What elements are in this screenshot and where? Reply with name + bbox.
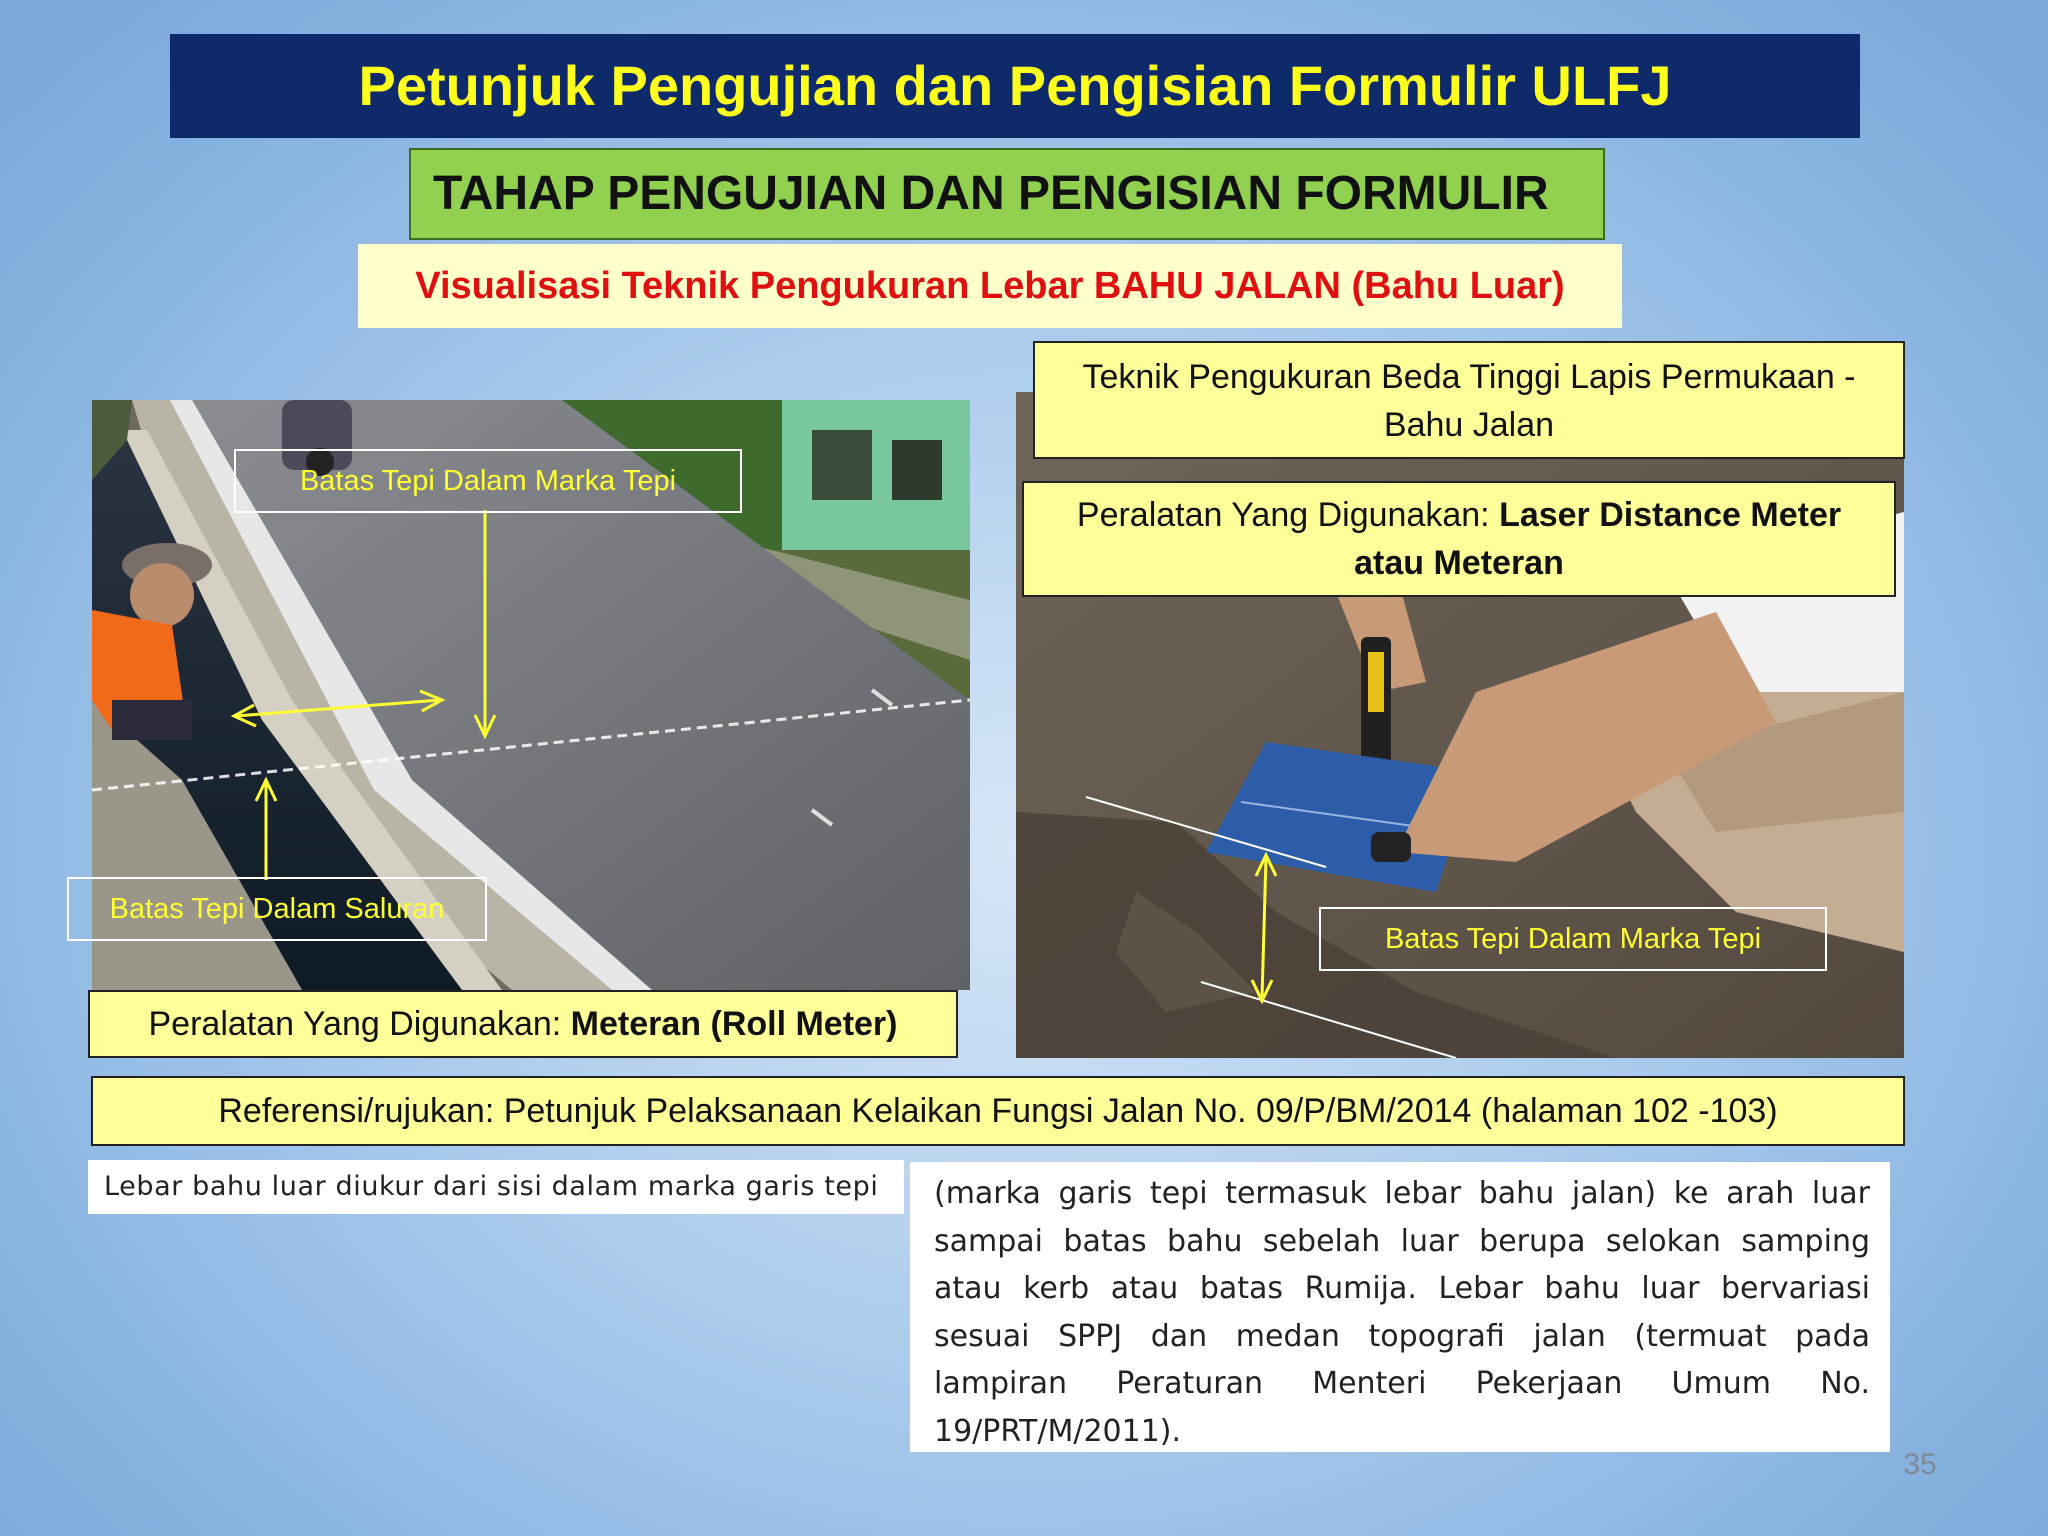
technique-label-line1: Teknik Pengukuran Beda Tinggi Lapis Permukaan - [1082, 358, 1856, 396]
technique-label [1033, 341, 1905, 459]
scan-excerpt-paragraph [910, 1162, 1890, 1452]
left-caption-marka-tepi: Batas Tepi Dalam Marka Tepi [234, 449, 742, 513]
technique-label-line2: Bahu Jalan [1383, 406, 1555, 444]
scan-excerpt-line: Lebar bahu luar diukur dari sisi dalam marka garis tepi [88, 1160, 904, 1214]
right-tool-label [1022, 481, 1896, 597]
stage-heading: TAHAP PENGUJIAN DAN PENGISIAN FORMULIR [409, 148, 1605, 240]
scan-excerpt-text: (marka garis tepi termasuk lebar bahu jalan) ke arah luar sampai batas bahu sebelah luar berupa selokan samping atau kerb atau batas Rumija. Lebar bahu luar bervariasi sesuai SPPJ dan medan topografi jalan (termuat pada lampiran Peraturan Menteri Pekerjaan Umum No. 19/PRT/M/2011). [934, 1176, 1870, 1449]
right-tool-label-bold-1: Laser Distance Meter [1499, 496, 1842, 534]
right-tool-label-prefix: Peralatan Yang Digunakan: [1076, 496, 1500, 534]
left-tool-label-prefix: Peralatan Yang Digunakan: [148, 1005, 571, 1043]
reference-label: Referensi/rujukan: Petunjuk Pelaksanaan Kelaikan Fungsi Jalan No. 09/P/BM/2014 (halaman 102 -103) [91, 1076, 1905, 1146]
right-caption-marka-tepi: Batas Tepi Dalam Marka Tepi [1319, 907, 1827, 971]
left-caption-saluran: Batas Tepi Dalam Saluran [67, 877, 487, 941]
left-tool-label-bold: Meteran (Roll Meter) [570, 1005, 898, 1043]
page-number: 35 [1903, 1448, 1937, 1481]
slide-subtitle: Visualisasi Teknik Pengukuran Lebar BAHU JALAN (Bahu Luar) [358, 244, 1622, 328]
slide-title: Petunjuk Pengujian dan Pengisian Formulir ULFJ [170, 34, 1860, 138]
right-tool-label-bold-2: atau Meteran [1354, 544, 1564, 582]
